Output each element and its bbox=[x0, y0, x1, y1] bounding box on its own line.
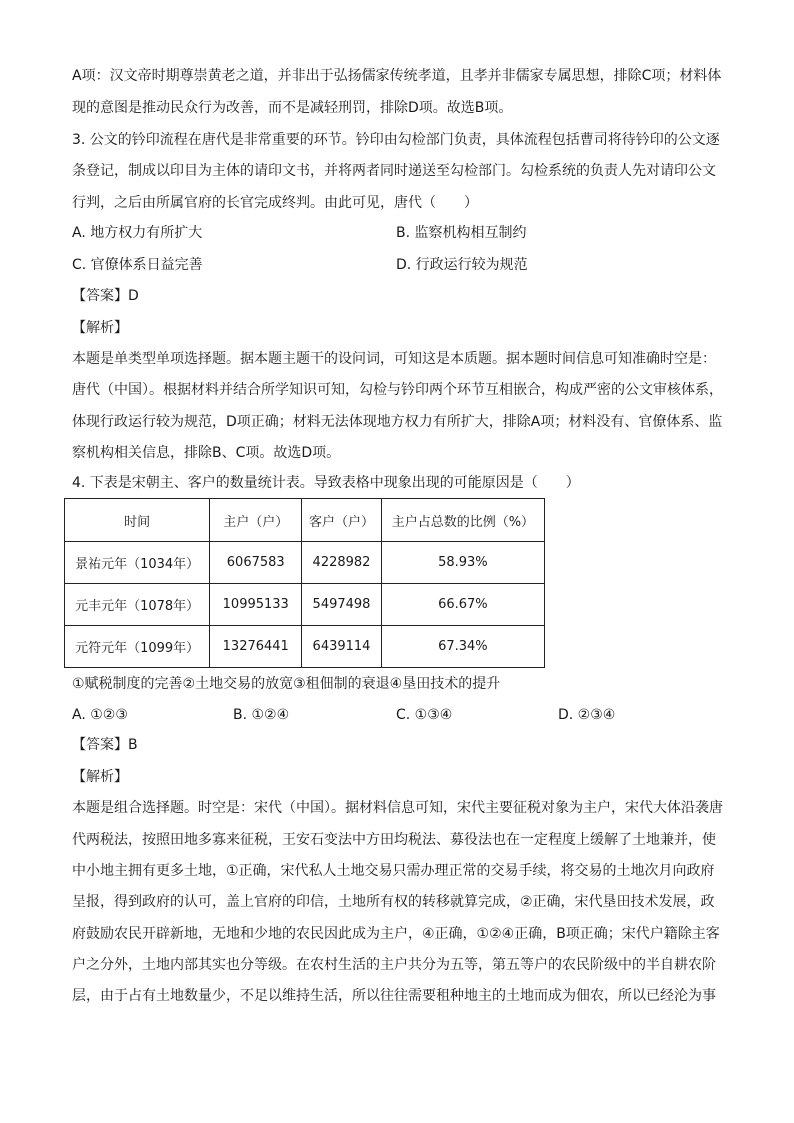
q3-option-d: D. 行政运行较为规范 bbox=[396, 257, 528, 273]
table-header-cell: 主户（户） bbox=[210, 499, 302, 542]
table-cell: 67.34% bbox=[381, 626, 544, 668]
q4-analysis-line-3: 中小地主拥有更多土地，①正确，宋代私人土地交易只需办理正常的交易手续，将交易的土地次月向政府 bbox=[72, 863, 715, 879]
table-header-cell: 主户占总数的比例（%） bbox=[381, 499, 544, 542]
q4-items: ①赋税制度的完善②土地交易的放宽③租佃制的衰退④垦田技术的提升 bbox=[72, 676, 501, 692]
q4-analysis-label: 【解析】 bbox=[72, 769, 128, 785]
table-cell: 6067583 bbox=[210, 542, 302, 584]
q3-option-c: C. 官僚体系日益完善 bbox=[72, 257, 203, 273]
q4-option-d: D. ②③④ bbox=[558, 707, 616, 723]
q3-analysis-line-3: 体现行政运行较为规范，D项正确；材料无法体现地方权力有所扩大，排除A项；材料没有、官僚体系、监 bbox=[72, 414, 723, 430]
table-cell: 6439114 bbox=[302, 626, 381, 668]
q3-stem-line-3: 行判，之后由所属官府的长官完成终判。由此可见，唐代（ ） bbox=[72, 195, 478, 211]
q4-analysis-line-2: 代两税法，按照田地多寡来征税，王安石变法中方田均税法、募役法也在一定程度上缓解了土地兼并，使 bbox=[72, 832, 716, 848]
q4-analysis-line-7: 层，由于占有土地数量少，不足以维持生活，所以往往需要租种地主的土地而成为佃农，所以已经沦为事 bbox=[72, 988, 716, 1004]
q2-analysis-line-1: A项：汉文帝时期尊崇黄老之道，并非出于弘扬儒家传统孝道，且孝并非儒家专属思想，排除C项；材料体 bbox=[72, 68, 722, 84]
table-header-cell: 时间 bbox=[65, 499, 210, 542]
table-cell: 66.67% bbox=[381, 584, 544, 626]
q3-stem-line-2: 条登记，制成以印目为主体的请印文书，并将两者同时递送至勾检部门。勾检系统的负责人先对请印公文 bbox=[72, 163, 716, 179]
q4-analysis-line-6: 户之分外，土地内部其实也分等级。在农村生活的主户共分为五等，第五等户的农民阶级中的半自耕农阶 bbox=[72, 957, 716, 973]
q4-analysis-line-1: 本题是组合选择题。时空是：宋代（中国）。据材料信息可知，宋代主要征税对象为主户，宋代大体沿袭唐 bbox=[72, 800, 723, 816]
table-header-cell: 客户（户） bbox=[302, 499, 381, 542]
q4-answer: 【答案】B bbox=[72, 737, 138, 753]
table-cell: 景祐元年（1034年） bbox=[65, 542, 210, 584]
q4-option-c: C. ①③④ bbox=[396, 707, 453, 723]
table-header-row bbox=[65, 499, 545, 542]
table-row bbox=[65, 626, 545, 668]
table-cell: 元丰元年（1078年） bbox=[65, 584, 210, 626]
table-row bbox=[65, 584, 545, 626]
household-statistics-table bbox=[64, 498, 545, 668]
table-cell: 58.93% bbox=[381, 542, 544, 584]
q4-analysis-line-4: 呈报，得到政府的认可，盖上官府的印信，土地所有权的转移就算完成，②正确，宋代垦田技术发展，政 bbox=[72, 894, 715, 910]
q3-analysis-label: 【解析】 bbox=[72, 320, 128, 336]
q3-analysis-line-1: 本题是单类型单项选择题。据本题主题干的设问词，可知这是本质题。据本题时间信息可知准确时空是： bbox=[72, 351, 716, 367]
q3-stem-line-1: 3. 公文的钤印流程在唐代是非常重要的环节。钤印由勾检部门负责，具体流程包括曹司将待钤印的公文逐 bbox=[72, 132, 720, 148]
q3-analysis-line-2: 唐代（中国）。根据材料并结合所学知识可知，勾检与钤印两个环节互相嵌合，构成严密的公文审核体系， bbox=[72, 382, 723, 398]
q2-analysis-line-2: 现的意图是推动民众行为改善，而不是减轻刑罚，排除D项。故选B项。 bbox=[72, 100, 513, 116]
q4-analysis-line-5: 府鼓励农民开辟新地，无地和少地的农民因此成为主户，④正确，①②④正确，B项正确；宋代户籍除主客 bbox=[72, 926, 720, 942]
table-cell: 4228982 bbox=[302, 542, 381, 584]
table-row bbox=[65, 542, 545, 584]
q4-option-a: A. ①②③ bbox=[72, 707, 128, 723]
q4-stem: 4. 下表是宋朝主、客户的数量统计表。导致表格中现象出现的可能原因是（ ） bbox=[72, 475, 580, 491]
table-cell: 10995133 bbox=[210, 584, 302, 626]
table-cell: 13276441 bbox=[210, 626, 302, 668]
q4-option-b: B. ①②④ bbox=[233, 707, 290, 723]
q3-option-a: A. 地方权力有所扩大 bbox=[72, 225, 203, 241]
q3-answer: 【答案】D bbox=[72, 288, 139, 304]
q3-analysis-line-4: 察机构相关信息，排除B、C项。故选D项。 bbox=[72, 445, 341, 461]
q3-option-b: B. 监察机构相互制约 bbox=[396, 225, 527, 241]
table-cell: 元符元年（1099年） bbox=[65, 626, 210, 668]
table-cell: 5497498 bbox=[302, 584, 381, 626]
